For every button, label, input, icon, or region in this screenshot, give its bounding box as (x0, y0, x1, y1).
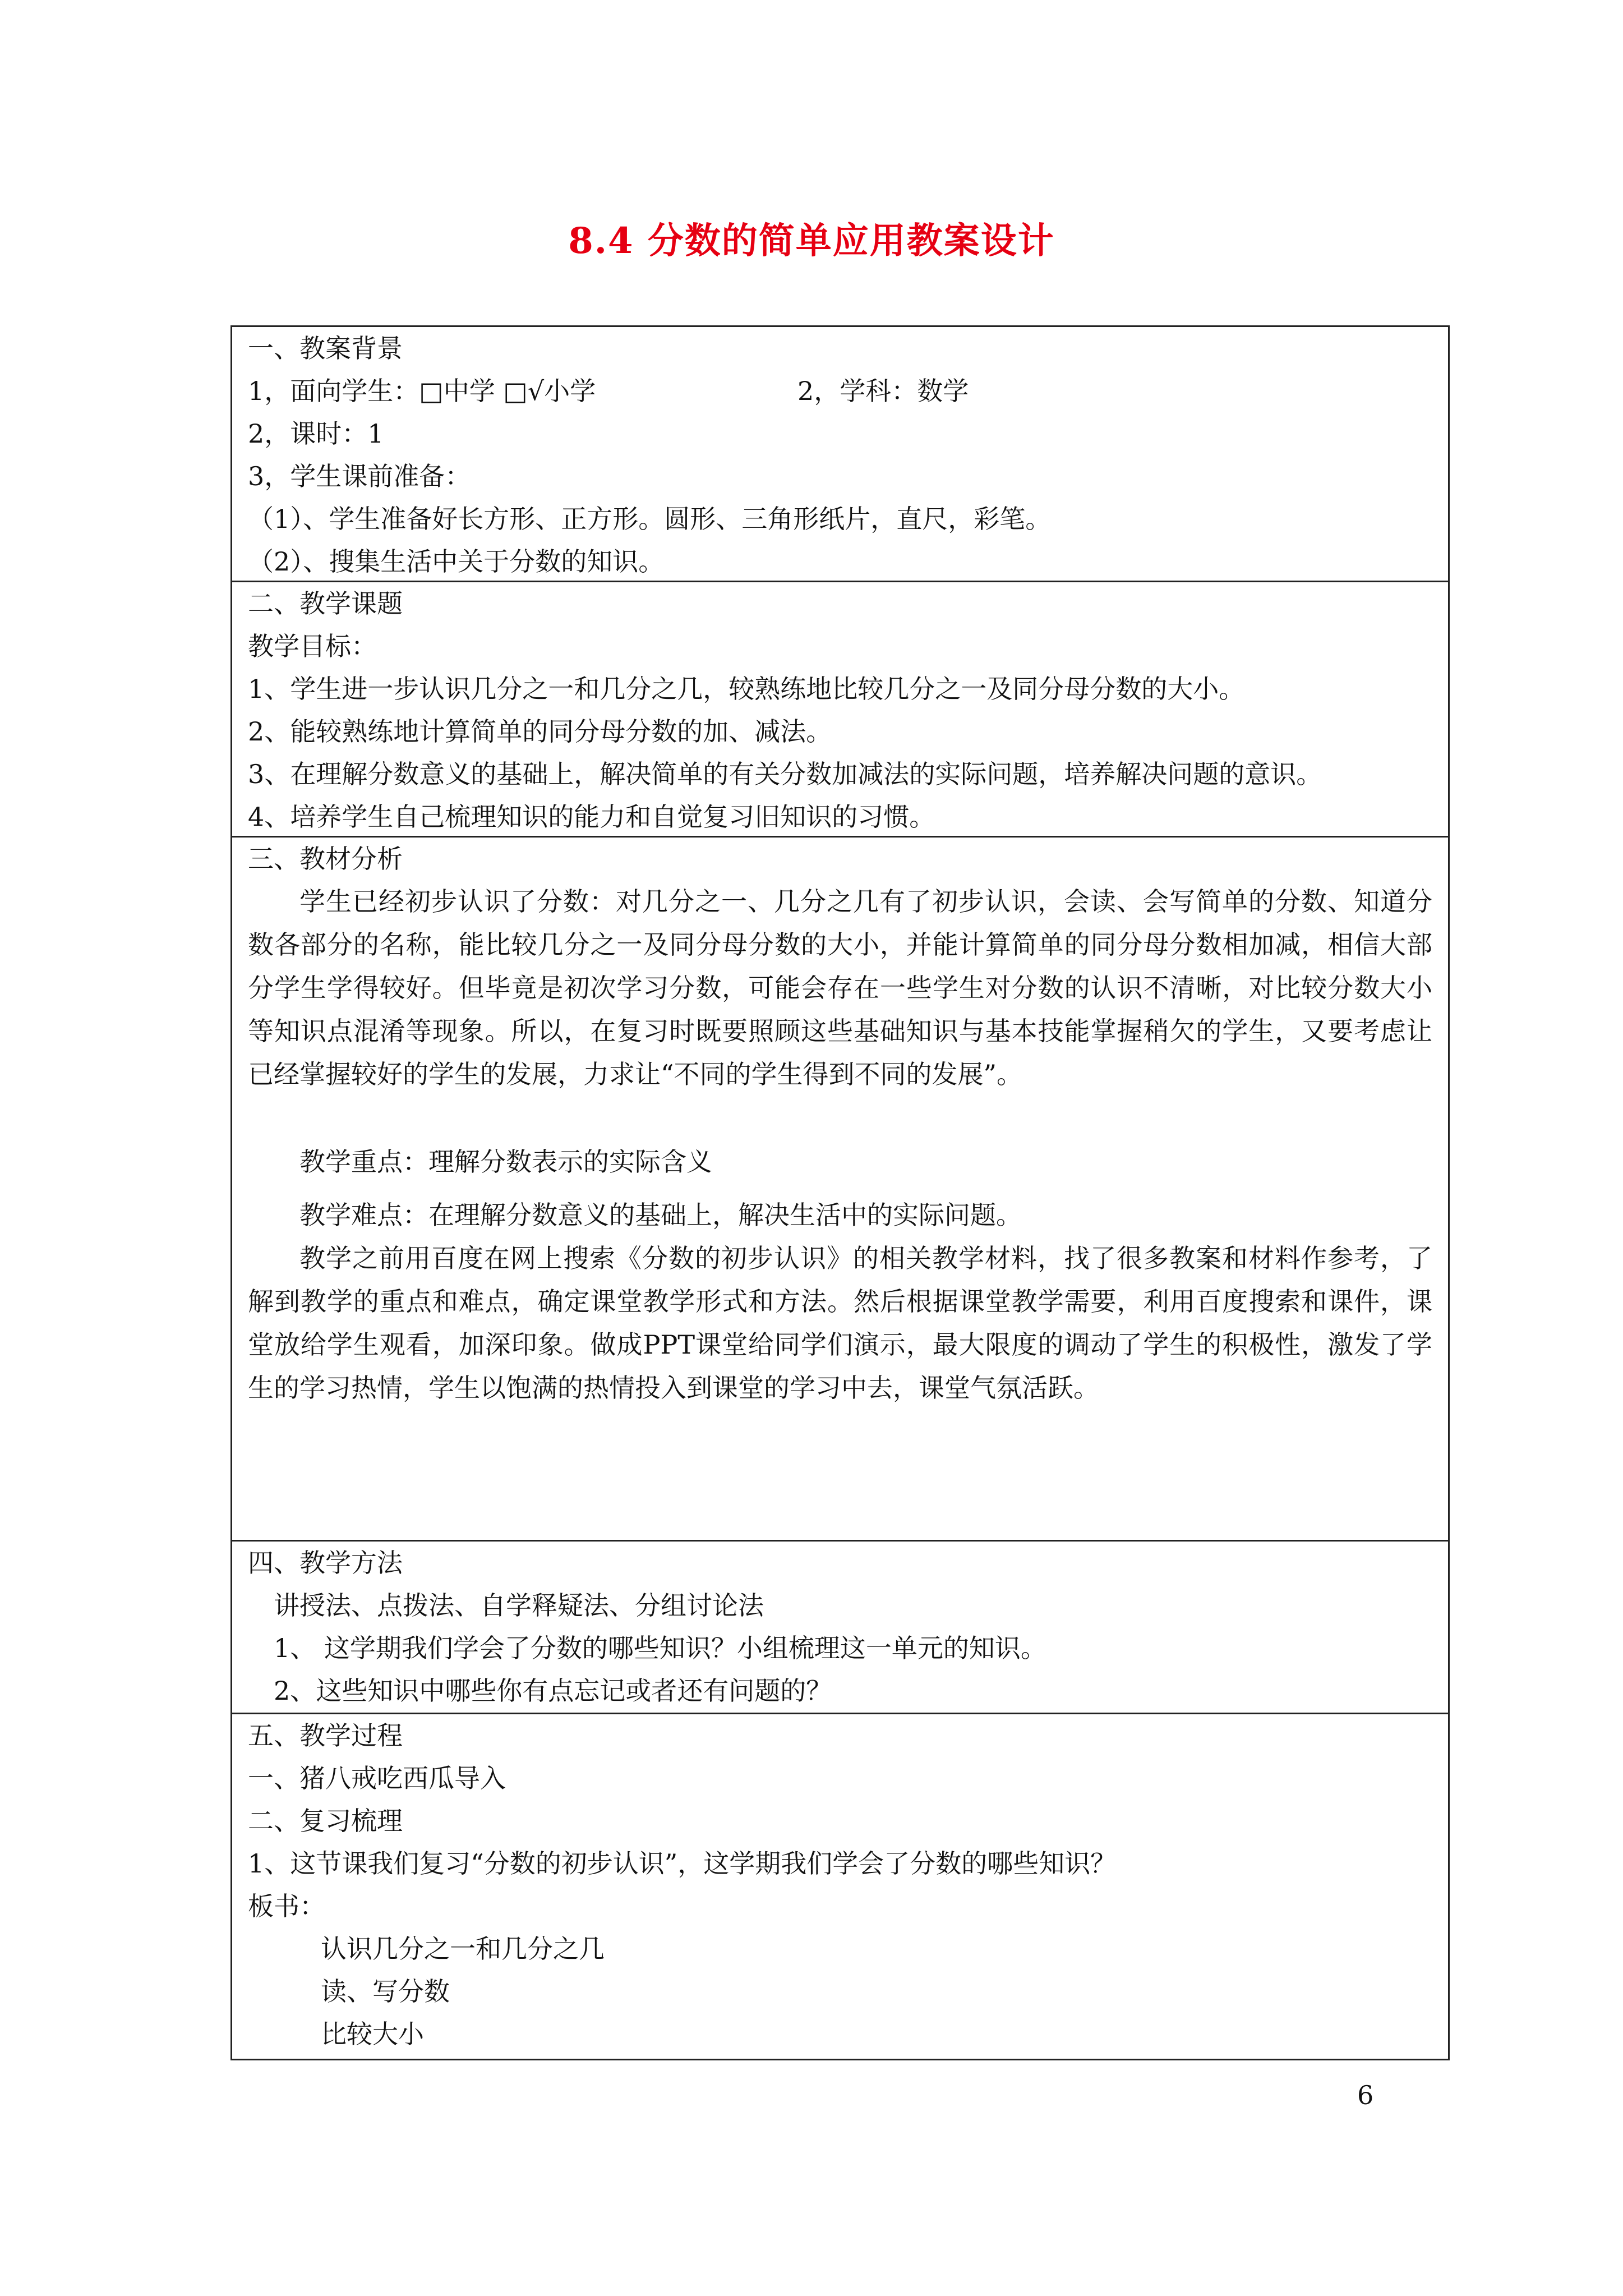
hours-text: 2，课时：1 (248, 418, 384, 449)
difficult-point: 教学难点：在理解分数意义的基础上，解决生活中的实际问题。 (299, 1200, 1022, 1230)
method-question: 1、 这学期我们学会了分数的哪些知识？小组梳理这一单元的知识。 (274, 1633, 1046, 1663)
section-heading: 二、教学课题 (248, 588, 403, 619)
goal-item: 1、学生进一步认识几分之一和几分之几，较熟练地比较几分之一及同分母分数的大小。 (248, 674, 1245, 704)
section-topic (232, 582, 1448, 838)
section-heading: 一、教案背景 (248, 333, 403, 364)
page-title: 8.4 分数的简单应用教案设计 (568, 220, 1055, 262)
section-background (232, 327, 1448, 582)
board-label: 板书： (248, 1891, 325, 1921)
methods-list: 讲授法、点拨法、自学释疑法、分组讨论法 (274, 1590, 764, 1621)
section-methods (232, 1542, 1448, 1714)
process-step: 1、这节课我们复习“分数的初步认识”，这学期我们学会了分数的哪些知识？ (248, 1848, 1117, 1879)
board-item: 比较大小 (321, 2019, 424, 2049)
subject-text: 2，学科：数学 (797, 376, 969, 406)
analysis-paragraph: 教学之前用百度在网上搜索《分数的初步认识》的相关教学材料，找了很多教案和材料作参考，了解到教学的重点和难点，确定课堂教学形式和方法。然后根据课堂教学需要，利用百度搜索和课件，课堂放给学生观看，加深印象。做成PPT课堂给同学们演示，最大限度的调动了学生的积极性，激发了学生的学习热情，学生以饱满的热情投入到课堂的学习中去，课堂气氛活跃。 (248, 1243, 1432, 1403)
key-point: 教学重点：理解分数表示的实际含义 (299, 1147, 712, 1177)
section-heading: 五、教学过程 (248, 1720, 403, 1751)
goal-item: 2、能较熟练地计算简单的同分母分数的加、减法。 (248, 716, 832, 747)
goals-label: 教学目标： (248, 631, 377, 661)
lesson-plan-table (230, 325, 1450, 2060)
section-heading: 四、教学方法 (248, 1548, 403, 1578)
section-heading: 三、教材分析 (248, 844, 403, 874)
prep-text: 3，学生课前准备： (248, 461, 471, 491)
section-analysis (232, 838, 1448, 1542)
board-item: 认识几分之一和几分之几 (321, 1934, 605, 1964)
goal-item: 3、在理解分数意义的基础上，解决简单的有关分数加减法的实际问题，培养解决问题的意识。 (248, 759, 1322, 789)
method-question: 2、这些知识中哪些你有点忘记或者还有问题的？ (274, 1676, 832, 1706)
goal-item: 4、培养学生自己梳理知识的能力和自觉复习旧知识的习惯。 (248, 802, 935, 832)
audience-text: 1，面向学生：□中学 □√小学 (248, 376, 596, 406)
process-step: 二、复习梳理 (248, 1806, 403, 1836)
prep-item: （2）、搜集生活中关于分数的知识。 (248, 546, 665, 577)
process-step: 一、猪八戒吃西瓜导入 (248, 1763, 506, 1793)
prep-item: （1）、学生准备好长方形、正方形。圆形、三角形纸片，直尺，彩笔。 (248, 504, 1052, 534)
page-number: 6 (1357, 2080, 1374, 2110)
section-process (232, 1714, 1448, 2062)
analysis-paragraph: 学生已经初步认识了分数：对几分之一、几分之几有了初步认识，会读、会写简单的分数、知道分数各部分的名称，能比较几分之一及同分母分数的大小，并能计算简单的同分母分数相加减，相信大部分学生学得较好。但毕竟是初次学习分数，可能会存在一些学生对分数的认识不清晰，对比较分数大小等知识点混淆等现象。所以，在复习时既要照顾这些基础知识与基本技能掌握稍欠的学生，又要考虑让已经掌握较好的学生的发展，力求让“不同的学生得到不同的发展”。 (248, 886, 1432, 1089)
board-item: 读、写分数 (321, 1976, 450, 2007)
